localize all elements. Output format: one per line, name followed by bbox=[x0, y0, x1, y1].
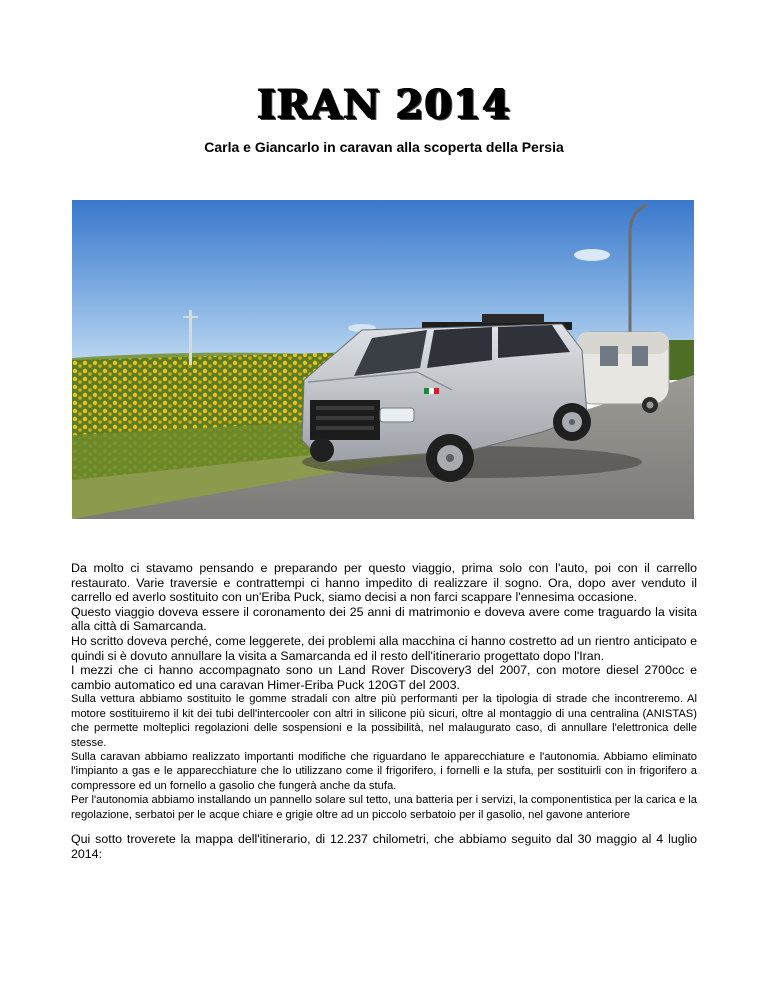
paragraph-car-modifications: Sulla vettura abbiamo sostituito le gomme stradali con altre più performanti per la tipologia di strade che incontreremo. Al motore sostituiremo il kit dei tubi dell'intercooler con altri in silicone più sicuri, oltre al montaggio di una centralina (ANISTAS) che permette molteplici regolazioni delle sospensioni e la possibilità, nel malaugurato caso, di annullare l'elettronica delle stesse. bbox=[71, 693, 697, 749]
paragraph-intro: Da molto ci stavamo pensando e preparando per questo viaggio, prima solo con l'auto, poi con il carrello restaurato. Varie traversie e contrattempi ci hanno impedito di realizzare il sogno. Ora, dopo aver venduto il carrello ed averlo sostituito con un'Eriba Puck, siamo decisi a non farci scappare l'ennesima occasione. bbox=[71, 561, 697, 605]
paragraph-anniversary: Questo viaggio doveva essere il coronamento dei 25 anni di matrimonio e doveva avere come traguardo la visita alla città di Samarcanda. bbox=[71, 604, 697, 634]
paragraph-early-return: Ho scritto doveva perché, come leggerete, dei problemi alla macchina ci hanno costretto ad un rientro anticipato e quindi si è dovuto annullare la visita a Samarcanda ed il resto dell'itinerario progettato dopo l'Iran. bbox=[71, 633, 697, 663]
paragraph-autonomy: Per l'autonomia abbiamo installando un pannello solare sul tetto, una batteria per i servizi, la componentistica per la carica e la regolazione, serbatoi per le acque chiare e grigie oltre ad un piccolo serbatoio per il gasolio, nel gavone anteriore bbox=[71, 794, 697, 821]
document-title: IRAN 2014 bbox=[257, 81, 511, 128]
photo-land-rover-and-caravan bbox=[72, 200, 694, 519]
document-body bbox=[71, 561, 697, 862]
document-subtitle: Carla e Giancarlo in caravan alla scoperta della Persia bbox=[204, 139, 564, 155]
paragraph-vehicles: I mezzi che ci hanno accompagnato sono un Land Rover Discovery3 del 2007, con motore diesel 2700cc e cambio automatico ed una caravan Himer-Eriba Puck 120GT del 2003. bbox=[71, 663, 697, 692]
paragraph-caravan-modifications: Sulla caravan abbiamo realizzato importanti modifiche che riguardano le apparecchiature e l'autonomia. Abbiamo eliminato l'impianto a gas e le apparecchiature che lo utilizzano come il frigorifero, i fornelli e la stufa, per sostituirli con in frigorifero a compressore ed un fornello a gasolio che fungerà anche da stufa. bbox=[71, 750, 697, 792]
travel-photo bbox=[72, 200, 694, 519]
paragraph-itinerary-map: Qui sotto troverete la mappa dell'itinerario, di 12.237 chilometri, che abbiamo seguito dal 30 maggio al 4 luglio 2014: bbox=[71, 832, 697, 861]
